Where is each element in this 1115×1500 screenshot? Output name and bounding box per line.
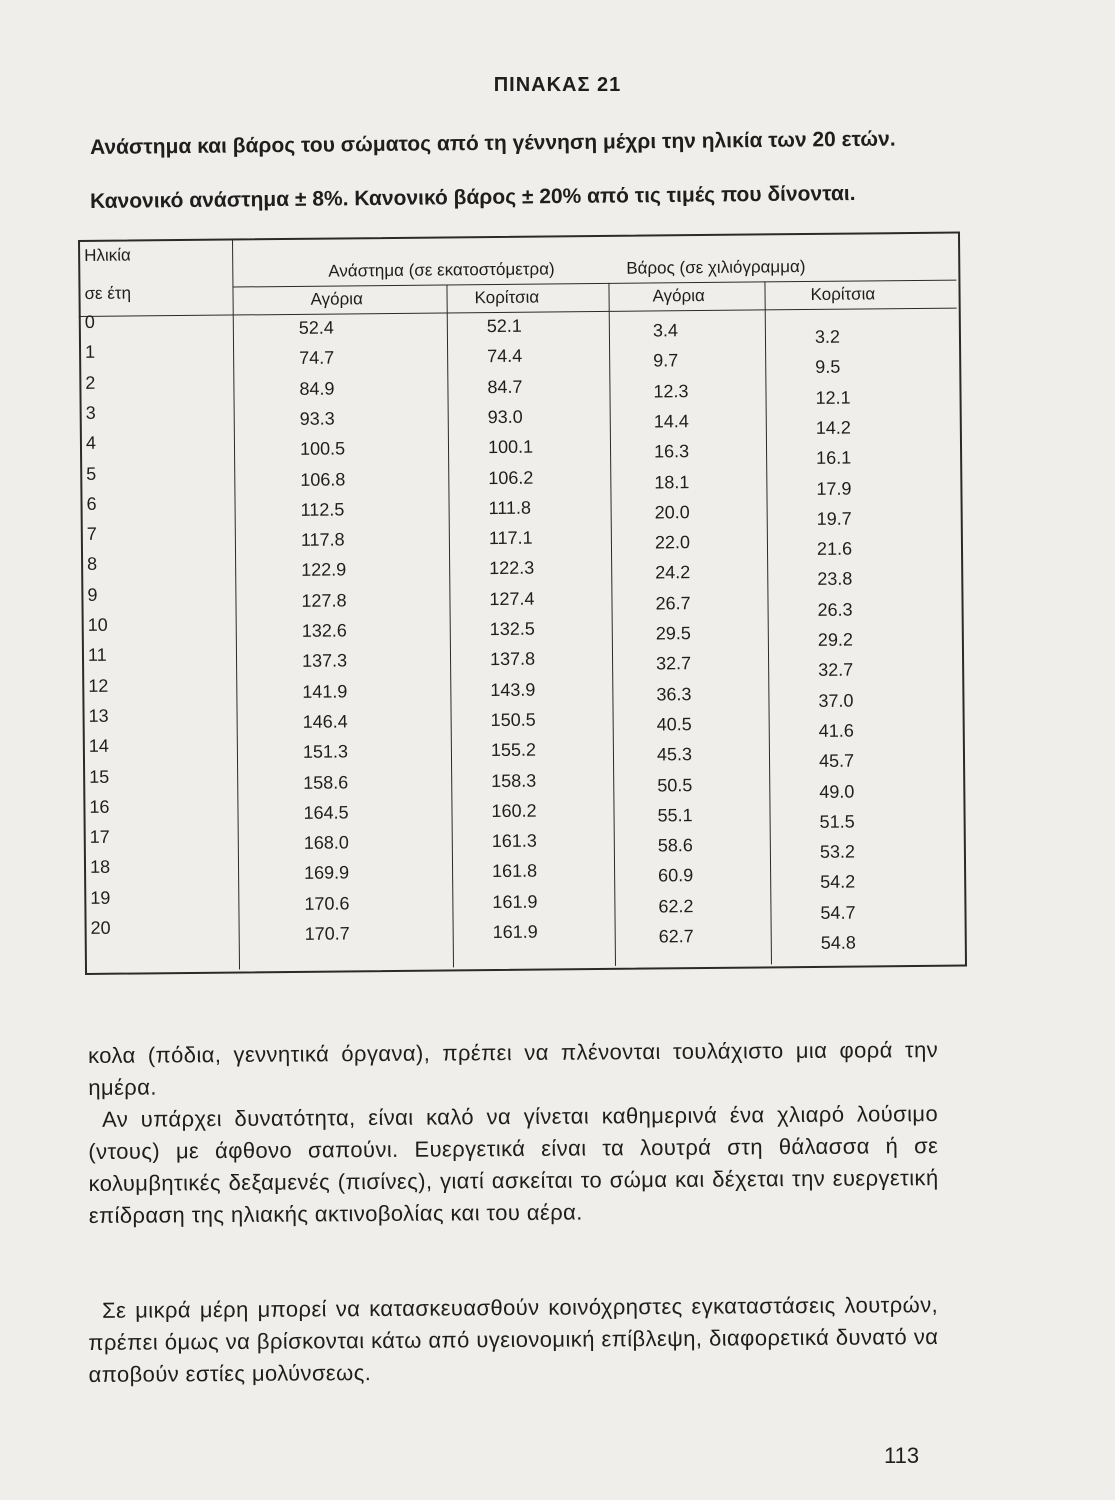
- row-age: 4: [85, 433, 97, 454]
- row-age: 2: [85, 372, 96, 393]
- cell-height-girls: 161.3: [491, 830, 537, 852]
- row-age: 13: [88, 705, 109, 726]
- row-age: 16: [89, 796, 110, 817]
- row-age: 5: [86, 463, 97, 484]
- cell-height-girls: 160.2: [491, 800, 537, 821]
- cell-weight-boys: 20.0: [654, 501, 690, 523]
- body-paragraph-2: Αν υπάρχει δυνατότητα, είναι καλό να γίνεται καθημερινά ένα χλιαρό λούσιμο (ντους) με άφθονο σαπούνι. Ευεργετικά είναι τα λουτρά στη θάλασσα ή σε κολυμβητικές δεξαμενές (πισίνες), γιατί ασκείται το σώμα και δέχεται την ευεργετική επίδραση της ηλιακής ακτινοβολίας και του αέρα.: [88, 1101, 939, 1228]
- cell-height-girls: 52.1: [486, 315, 522, 337]
- cell-weight-boys: 14.4: [653, 411, 689, 432]
- cell-weight-boys: 36.3: [656, 683, 692, 705]
- cell-weight-boys: 18.1: [654, 471, 690, 492]
- row-age: 7: [86, 523, 97, 545]
- cell-height-boys: 146.4: [302, 711, 348, 732]
- height-group-header: Ανάστημα (σε εκατοστόμετρα): [328, 259, 555, 281]
- cell-weight-boys: 12.3: [653, 380, 689, 402]
- cell-height-girls: 132.5: [489, 618, 535, 640]
- cell-height-girls: 161.9: [492, 891, 538, 912]
- age-header-line1: Ηλικία: [84, 245, 131, 265]
- cell-height-boys: 132.6: [301, 620, 347, 641]
- cell-weight-girls: 41.6: [818, 720, 854, 741]
- cell-weight-boys: 62.7: [658, 926, 694, 947]
- cell-weight-girls: 17.9: [816, 478, 852, 499]
- cell-height-girls: 111.8: [488, 497, 532, 518]
- cell-weight-girls: 54.2: [820, 871, 856, 893]
- row-age: 0: [84, 311, 95, 332]
- cell-height-boys: 158.6: [303, 771, 349, 793]
- cell-height-boys: 168.0: [303, 832, 349, 853]
- row-age: 6: [86, 493, 97, 514]
- cell-weight-boys: 16.3: [653, 441, 690, 462]
- cell-weight-girls: 23.8: [817, 568, 853, 590]
- col-boys-weight: Αγόρια: [652, 285, 705, 306]
- cell-weight-girls: 29.2: [817, 629, 854, 650]
- cell-height-boys: 170.7: [304, 923, 350, 944]
- cell-height-boys: 127.8: [301, 590, 347, 611]
- row-age: 18: [89, 857, 111, 878]
- table-title: ΠΙΝΑΚΑΣ 21: [493, 74, 622, 96]
- cell-height-boys: 52.4: [298, 317, 334, 338]
- cell-weight-girls: 37.0: [818, 690, 854, 711]
- cell-weight-boys: 55.1: [657, 804, 693, 826]
- cell-weight-girls: 54.8: [820, 932, 856, 953]
- cell-weight-boys: 60.9: [658, 865, 694, 886]
- cell-weight-girls: 51.5: [819, 811, 855, 832]
- cell-height-boys: 169.9: [303, 862, 350, 884]
- cell-height-boys: 122.9: [301, 559, 347, 581]
- cell-weight-girls: 32.7: [818, 659, 854, 681]
- cell-height-girls: 117.1: [488, 527, 533, 549]
- cell-weight-girls: 45.7: [818, 750, 855, 772]
- cell-weight-girls: 12.1: [815, 387, 851, 408]
- cell-height-boys: 84.9: [299, 378, 335, 399]
- cell-weight-girls: 3.2: [814, 326, 841, 347]
- cell-weight-girls: 26.3: [817, 599, 853, 620]
- cell-height-boys: 106.8: [300, 468, 346, 490]
- cell-height-girls: 158.3: [491, 770, 537, 791]
- row-age: 12: [88, 675, 109, 696]
- age-header-line2: σε έτη: [84, 283, 132, 303]
- table-caption: Ανάστημα και βάρος του σώματος από τη γέννηση μέχρι την ηλικία των 20 ετών.: [89, 127, 896, 159]
- row-age: 3: [85, 402, 96, 423]
- cell-weight-girls: 21.6: [816, 538, 853, 560]
- cell-height-boys: 137.3: [301, 650, 348, 672]
- cell-height-girls: 143.9: [490, 679, 536, 700]
- cell-height-boys: 93.3: [299, 408, 335, 429]
- row-age: 8: [87, 554, 98, 575]
- cell-weight-girls: 54.7: [820, 902, 856, 923]
- cell-weight-boys: 9.7: [653, 350, 679, 371]
- row-age: 1: [84, 342, 96, 363]
- body-paragraph-3: Σε μικρά μέρη μπορεί να κατασκευασθούν κοινόχρηστες εγκαταστάσεις λουτρών, πρέπει όμως να βρίσκονται κάτω από υγειονομική επίβλεψη, διαφορετικά δυνατό να αποβούν εστίες μολύνσεως.: [88, 1292, 939, 1387]
- cell-weight-boys: 40.5: [656, 714, 692, 735]
- page-number: 113: [884, 1443, 920, 1468]
- cell-height-girls: 93.0: [487, 406, 523, 427]
- cell-height-girls: 84.7: [487, 376, 523, 397]
- growth-table: [78, 232, 965, 973]
- cell-height-girls: 106.2: [488, 467, 534, 488]
- cell-height-boys: 100.5: [299, 438, 346, 460]
- cell-weight-boys: 58.6: [657, 835, 693, 856]
- cell-height-boys: 164.5: [303, 802, 349, 823]
- row-age: 19: [90, 887, 111, 908]
- cell-height-boys: 74.7: [299, 347, 335, 369]
- cell-height-girls: 100.1: [487, 436, 534, 458]
- col-girls-weight: Κορίτσια: [810, 284, 876, 304]
- cell-height-boys: 151.3: [302, 741, 349, 763]
- cell-weight-boys: 50.5: [657, 774, 693, 795]
- cell-height-boys: 170.6: [304, 893, 350, 914]
- cell-height-boys: 141.9: [302, 681, 348, 702]
- cell-weight-boys: 32.7: [655, 653, 692, 674]
- table-note: Κανονικό ανάστημα ± 8%. Κανονικό βάρος ± 20% από τις τιμές που δίνονται.: [89, 181, 856, 213]
- cell-weight-boys: 29.5: [655, 623, 691, 644]
- cell-height-girls: 155.2: [490, 739, 537, 761]
- cell-weight-boys: 24.2: [655, 562, 691, 583]
- cell-height-girls: 127.4: [489, 588, 535, 609]
- cell-weight-girls: 9.5: [815, 356, 841, 378]
- cell-height-girls: 161.9: [492, 921, 538, 943]
- row-age: 20: [90, 917, 111, 938]
- cell-weight-girls: 16.1: [816, 447, 852, 469]
- cell-height-girls: 137.8: [489, 648, 536, 670]
- cell-weight-boys: 62.2: [658, 895, 694, 917]
- cell-weight-boys: 45.3: [656, 744, 693, 765]
- cell-weight-girls: 53.2: [819, 841, 856, 862]
- row-age: 10: [87, 614, 108, 635]
- cell-weight-girls: 49.0: [819, 781, 855, 802]
- cell-weight-girls: 14.2: [815, 417, 851, 438]
- row-age: 17: [89, 826, 110, 848]
- cell-height-girls: 122.3: [489, 558, 535, 579]
- cell-weight-boys: 26.7: [655, 592, 691, 614]
- cell-height-girls: 74.4: [487, 346, 523, 367]
- body-paragraph-1: κολα (πόδια, γεννητικά όργανα), πρέπει να πλένονται τουλάχιστο μια φορά την ημέρα.: [88, 1037, 939, 1100]
- row-age: 9: [87, 584, 98, 605]
- cell-height-girls: 161.8: [491, 861, 538, 882]
- cell-height-boys: 117.8: [300, 529, 345, 550]
- cell-weight-girls: 19.7: [816, 508, 852, 529]
- col-girls-height: Κορίτσια: [474, 287, 540, 308]
- col-boys-height: Αγόρια: [310, 289, 363, 309]
- cell-height-girls: 150.5: [490, 709, 536, 730]
- weight-group-header: Βάρος (σε χιλιόγραμμα): [626, 257, 806, 278]
- row-age: 11: [87, 645, 107, 666]
- row-age: 14: [88, 735, 109, 757]
- cell-weight-boys: 22.0: [654, 532, 691, 553]
- cell-weight-boys: 3.4: [652, 320, 679, 341]
- row-age: 15: [89, 766, 110, 787]
- cell-height-boys: 112.5: [300, 499, 345, 520]
